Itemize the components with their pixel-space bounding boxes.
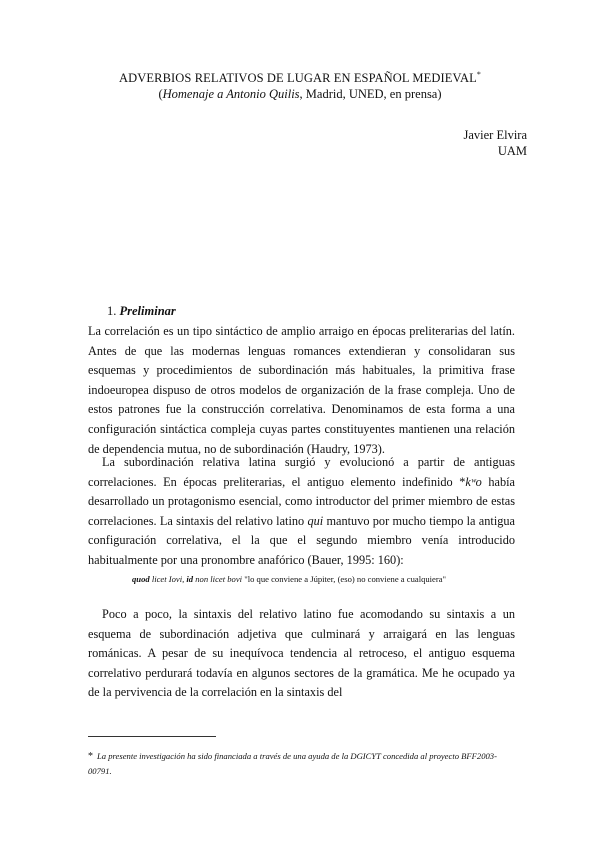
latin-translation: "lo que conviene a Júpiter, (eso) no conviene a cualquiera" — [242, 574, 447, 584]
paragraph-1: La correlación es un tipo sintáctico de amplio arraigo en épocas preliterarias del latín. Antes de que las modernas lenguas romances extendieran y consolidaran sus esquemas y procedimientos de subordinación más habituales, la primitiva frase indoeuropea dispuso de otros modelos de organización de la frase compleja. Uno de estos patrones fue la construcción correlativa. Denominamos de esta forma a una configuración sintáctica compleja cuyas partes constituyentes mantienen una relación de dependencia mutua, no de subordinación (Haudry, 1973). — [88, 324, 515, 456]
title-text: ADVERBIOS RELATIVOS DE LUGAR EN ESPAÑOL MEDIEVAL — [119, 71, 477, 86]
section-number: 1. — [107, 304, 117, 318]
title-footnote-mark[interactable]: * — [476, 70, 481, 79]
paragraph-3: Poco a poco, la sintaxis del relativo latino fue acomodando su sintaxis a un esquema de subordinación adjetiva que culminará y arraigará en las lenguas románicas. A pesar de su inequívoca tendencia al retroceso, el antiguo esquema correlativo perdurará todavía en algunos sectores de la gramática. Me he ocupado ya de la pervivencia de la correlación en la sintaxis del — [88, 607, 515, 700]
author-name: Javier Elvira — [463, 128, 527, 142]
latin-id: id — [186, 574, 194, 584]
paragraph-2 — [88, 453, 515, 571]
latin-part-1: licet Iovi, — [149, 574, 187, 584]
author-affiliation: UAM — [497, 144, 527, 158]
paragraph-2-part-b: había desarrollado un protagonismo esencial, como introductor del primer miembro de estas correlaciones. La sintaxis del relativo latino — [88, 474, 515, 528]
subtitle-open: ( — [158, 87, 163, 101]
subtitle-rest: , Madrid, UNED, en prensa) — [299, 87, 442, 101]
latin-part-2: non licet bovi — [193, 574, 243, 584]
paragraph-2-part-c: mantuvo por mucho tiempo la antigua configuración correlativa, el la que el segundo miembro venía introducido habitualmente por una pronombre anafórico (Bauer, 1995: 160): — [88, 513, 515, 567]
section-heading — [107, 304, 176, 319]
section-title: Preliminar — [119, 304, 176, 318]
author-block — [463, 127, 527, 159]
document-subtitle — [0, 87, 600, 102]
footnote — [88, 749, 518, 779]
document-title — [0, 70, 600, 86]
paragraph-2-qui: qui — [307, 513, 324, 528]
footnote-text: La presente investigación ha sido financiada a través de una ayuda de la DGICYT concedida al proyecto BFF2003-00791. — [88, 751, 497, 776]
footnote-divider — [88, 736, 216, 737]
latin-phrase — [132, 574, 242, 584]
footnote-mark: * — [88, 751, 93, 762]
subtitle-homage: Homenaje a Antonio Quilis — [162, 87, 300, 101]
latin-example — [132, 574, 446, 584]
latin-quod: quod — [132, 574, 150, 584]
paragraph-2-kwo: kʷo — [465, 474, 482, 489]
paragraph-2-part-a: La subordinación relativa latina surgió y evolucionó a partir de antiguas correlaciones. En épocas preliterarias, el antiguo elemento indefinido * — [88, 455, 515, 489]
